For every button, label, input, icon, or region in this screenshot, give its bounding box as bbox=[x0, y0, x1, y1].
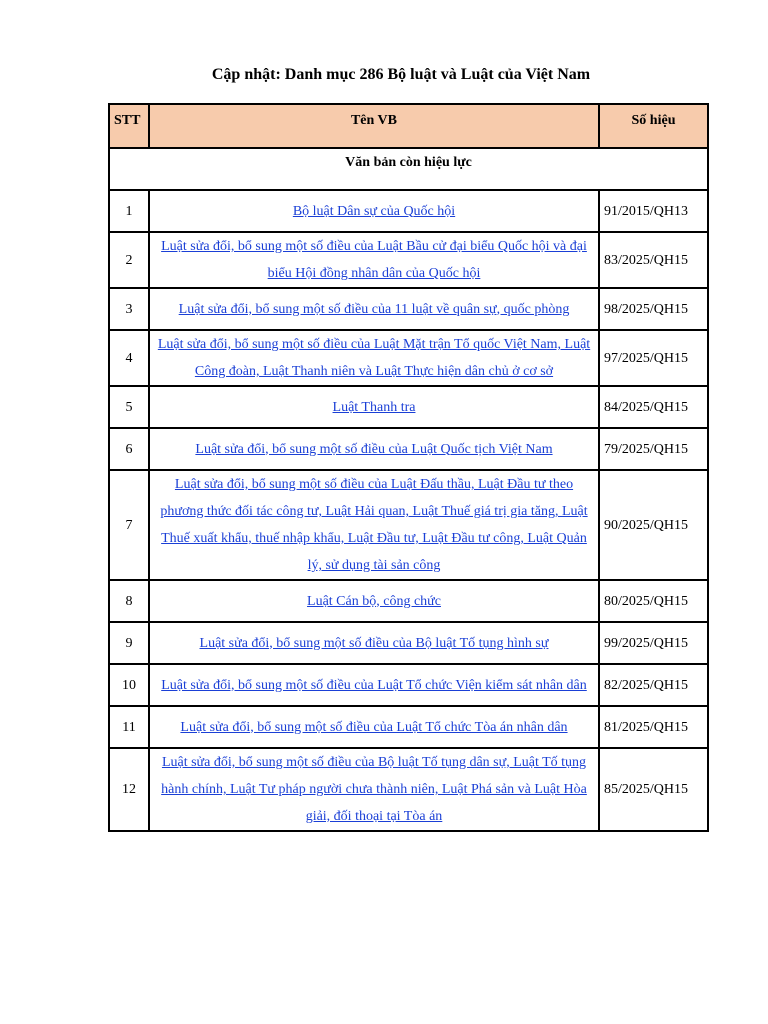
law-link[interactable]: Luật sửa đổi, bổ sung một số điều của Luật Tổ chức Viện kiểm sát nhân dân bbox=[161, 677, 587, 693]
law-link[interactable]: Luật sửa đổi, bổ sung một số điều của Luật Tổ chức Tòa án nhân dân bbox=[180, 719, 568, 735]
section-row bbox=[109, 148, 708, 190]
row-code: 83/2025/QH15 bbox=[599, 232, 708, 288]
row-stt: 9 bbox=[109, 622, 149, 664]
law-list-table bbox=[108, 103, 709, 832]
section-label: Văn bản còn hiệu lực bbox=[109, 148, 708, 190]
row-stt: 4 bbox=[109, 330, 149, 386]
row-name-cell bbox=[149, 580, 599, 622]
row-code: 82/2025/QH15 bbox=[599, 664, 708, 706]
row-code: 97/2025/QH15 bbox=[599, 330, 708, 386]
row-code: 80/2025/QH15 bbox=[599, 580, 708, 622]
row-code: 98/2025/QH15 bbox=[599, 288, 708, 330]
row-stt: 2 bbox=[109, 232, 149, 288]
table-row bbox=[109, 428, 708, 470]
table-row bbox=[109, 386, 708, 428]
row-stt: 6 bbox=[109, 428, 149, 470]
table-row bbox=[109, 580, 708, 622]
row-stt: 5 bbox=[109, 386, 149, 428]
row-stt: 3 bbox=[109, 288, 149, 330]
law-link[interactable]: Luật Thanh tra bbox=[332, 399, 416, 415]
row-code: 99/2025/QH15 bbox=[599, 622, 708, 664]
row-name-cell bbox=[149, 330, 599, 386]
document-title: Cập nhật: Danh mục 286 Bộ luật và Luật của Việt Nam bbox=[211, 66, 591, 83]
row-name-cell bbox=[149, 622, 599, 664]
law-link[interactable]: Luật sửa đổi, bổ sung một số điều của 11 luật về quân sự, quốc phòng bbox=[178, 301, 570, 317]
law-link[interactable]: Luật sửa đổi, bổ sung một số điều của Luật Quốc tịch Việt Nam bbox=[195, 441, 553, 457]
table-row bbox=[109, 664, 708, 706]
law-link[interactable]: Luật sửa đổi, bổ sung một số điều của Bộ luật Tố tụng dân sự, Luật Tố tụng hành chính, Luật Tư pháp người chưa thành niên, Luật Phá sản và Luật Hòa giải, đối thoại tại Tòa án bbox=[161, 755, 587, 824]
row-name-cell bbox=[149, 428, 599, 470]
row-code: 90/2025/QH15 bbox=[599, 470, 708, 580]
table-row bbox=[109, 706, 708, 748]
row-stt: 11 bbox=[109, 706, 149, 748]
header-code: Số hiệu bbox=[599, 104, 708, 148]
table-row bbox=[109, 622, 708, 664]
row-name-cell bbox=[149, 470, 599, 580]
table-row bbox=[109, 748, 708, 831]
table-row bbox=[109, 330, 708, 386]
law-link[interactable]: Luật sửa đổi, bổ sung một số điều của Luật Đấu thầu, Luật Đầu tư theo phương thức đối tác công tư, Luật Hải quan, Luật Thuế giá trị gia tăng, Luật Thuế xuất khẩu, thuế nhập khẩu, Luật Đầu tư, Luật Đầu tư công, Luật Quản lý, sử dụng tài sản công bbox=[160, 477, 588, 573]
row-name-cell bbox=[149, 288, 599, 330]
table-row bbox=[109, 232, 708, 288]
row-stt: 7 bbox=[109, 470, 149, 580]
law-link[interactable]: Luật sửa đổi, bổ sung một số điều của Luật Mặt trận Tổ quốc Việt Nam, Luật Công đoàn, Luật Thanh niên và Luật Thực hiện dân chủ ở cơ sở bbox=[157, 337, 591, 379]
header-name: Tên VB bbox=[149, 104, 599, 148]
law-link[interactable]: Bộ luật Dân sự của Quốc hội bbox=[292, 203, 456, 219]
table-header-row bbox=[109, 104, 708, 148]
row-name-cell bbox=[149, 386, 599, 428]
law-link[interactable]: Luật sửa đổi, bổ sung một số điều của Luật Bầu cử đại biểu Quốc hội và đại biểu Hội đồng nhân dân của Quốc hội bbox=[161, 239, 587, 281]
row-stt: 8 bbox=[109, 580, 149, 622]
table-row bbox=[109, 190, 708, 232]
table-row bbox=[109, 470, 708, 580]
row-name-cell bbox=[149, 706, 599, 748]
row-stt: 1 bbox=[109, 190, 149, 232]
row-code: 91/2015/QH13 bbox=[599, 190, 708, 232]
row-name-cell bbox=[149, 748, 599, 831]
law-link[interactable]: Luật sửa đổi, bổ sung một số điều của Bộ luật Tố tụng hình sự bbox=[199, 635, 549, 651]
law-link[interactable]: Luật Cán bộ, công chức bbox=[307, 593, 441, 609]
row-name-cell bbox=[149, 664, 599, 706]
row-code: 81/2025/QH15 bbox=[599, 706, 708, 748]
row-name-cell bbox=[149, 190, 599, 232]
row-stt: 12 bbox=[109, 748, 149, 831]
table-row bbox=[109, 288, 708, 330]
row-code: 84/2025/QH15 bbox=[599, 386, 708, 428]
row-name-cell bbox=[149, 232, 599, 288]
row-code: 85/2025/QH15 bbox=[599, 748, 708, 831]
row-code: 79/2025/QH15 bbox=[599, 428, 708, 470]
header-stt: STT bbox=[109, 104, 149, 148]
row-stt: 10 bbox=[109, 664, 149, 706]
